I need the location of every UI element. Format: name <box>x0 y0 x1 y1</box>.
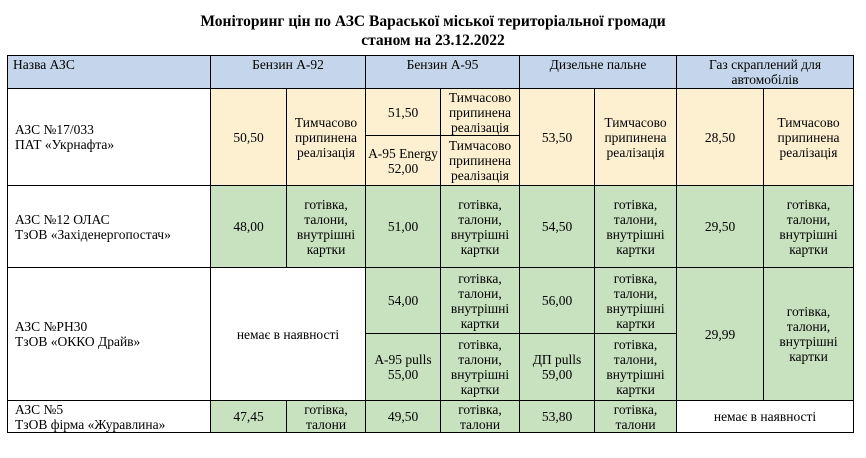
table-row <box>8 268 854 334</box>
a95-price: 51,50 <box>366 89 441 136</box>
a95-energy-note: Тимчасово припинена реалізація <box>441 136 520 186</box>
a92-note: готівка, талони, внутрішні картки <box>287 186 366 268</box>
gas-note: Тимчасово припинена реалізація <box>764 89 854 186</box>
station-name <box>8 268 211 401</box>
gas-note: готівка, талони, внутрішні картки <box>764 186 854 268</box>
a95-pulls-note: готівка, талони, внутрішні картки <box>441 334 520 401</box>
dp-pulls-price: 59,00 <box>541 367 573 382</box>
station-id: АЗС №РН30 <box>15 319 88 334</box>
dp-pulls-label: ДП pulls <box>532 352 582 367</box>
diesel-price: 53,50 <box>520 89 595 186</box>
diesel-note: готівка, талони, внутрішні картки <box>595 186 677 268</box>
a92-unavailable: немає в наявності <box>211 268 366 401</box>
header-name: Назва АЗС <box>8 56 211 89</box>
gas-price: 29,99 <box>677 268 764 401</box>
a95-pulls-label: А-95 pulls <box>374 352 432 367</box>
dp-pulls-cell <box>520 334 595 401</box>
a95-pulls-cell <box>366 334 441 401</box>
price-table <box>7 55 854 433</box>
diesel-price: 56,00 <box>520 268 595 334</box>
a95-energy-label: А-95 Energy <box>368 145 438 161</box>
header-a92: Бензин А-92 <box>211 56 366 89</box>
header-row <box>8 56 854 89</box>
header-diesel: Дизельне пальне <box>520 56 677 89</box>
table-row <box>8 401 854 433</box>
gas-note: готівка, талони, внутрішні картки <box>764 268 854 401</box>
gas-unavailable: немає в наявності <box>677 401 854 433</box>
gas-price: 28,50 <box>677 89 764 186</box>
a95-pulls-price: 55,00 <box>387 367 419 382</box>
a95-note: готівка, талони, внутрішні картки <box>441 186 520 268</box>
table-row <box>8 186 854 268</box>
station-id: АЗС №5 <box>15 401 64 417</box>
title-line-2: станом на 23.12.2022 <box>361 32 505 49</box>
station-company: ПАТ «Укрнафта» <box>15 137 115 152</box>
dp-pulls-note: готівка, талони, внутрішні картки <box>595 334 677 401</box>
a95-price: 49,50 <box>366 401 441 433</box>
a95-price: 51,00 <box>366 186 441 268</box>
a92-price: 50,50 <box>211 89 287 186</box>
diesel-note: готівка, талони <box>595 401 677 433</box>
a92-price: 47,45 <box>211 401 287 433</box>
a95-note: готівка, талони, внутрішні картки <box>441 268 520 334</box>
table-row <box>8 89 854 136</box>
title-line-1: Моніторинг цін по АЗС Вараської міської територіальної громади <box>200 13 666 30</box>
station-id: АЗС №17/033 <box>15 122 94 137</box>
header-a95: Бензин А-95 <box>366 56 520 89</box>
header-gas: Газ скраплений для автомобілів <box>677 56 854 89</box>
a92-note: Тимчасово припинена реалізація <box>287 89 366 186</box>
station-company: ТзОВ «Західенергопостач» <box>15 226 171 242</box>
a95-note: готівка, талони <box>441 401 520 433</box>
page-title <box>0 12 866 50</box>
station-company: ТзОВ фірма «Журавлина» <box>15 416 166 432</box>
a92-note: готівка, талони <box>287 401 366 433</box>
station-id: АЗС №12 ОЛАС <box>15 211 110 227</box>
a95-energy-price: 52,00 <box>387 160 419 176</box>
diesel-price: 54,50 <box>520 186 595 268</box>
diesel-note: готівка, талони, внутрішні картки <box>595 268 677 334</box>
diesel-price: 53,80 <box>520 401 595 433</box>
a95-price: 54,00 <box>366 268 441 334</box>
station-name <box>8 401 211 433</box>
station-company: ТзОВ «ОККО Драйв» <box>15 334 141 349</box>
station-name <box>8 186 211 268</box>
station-name <box>8 89 211 186</box>
diesel-note: Тимчасово припинена реалізація <box>595 89 677 186</box>
a92-price: 48,00 <box>211 186 287 268</box>
a95-energy-cell <box>366 136 441 186</box>
a95-note: Тимчасово припинена реалізація <box>441 89 520 136</box>
gas-price: 29,50 <box>677 186 764 268</box>
